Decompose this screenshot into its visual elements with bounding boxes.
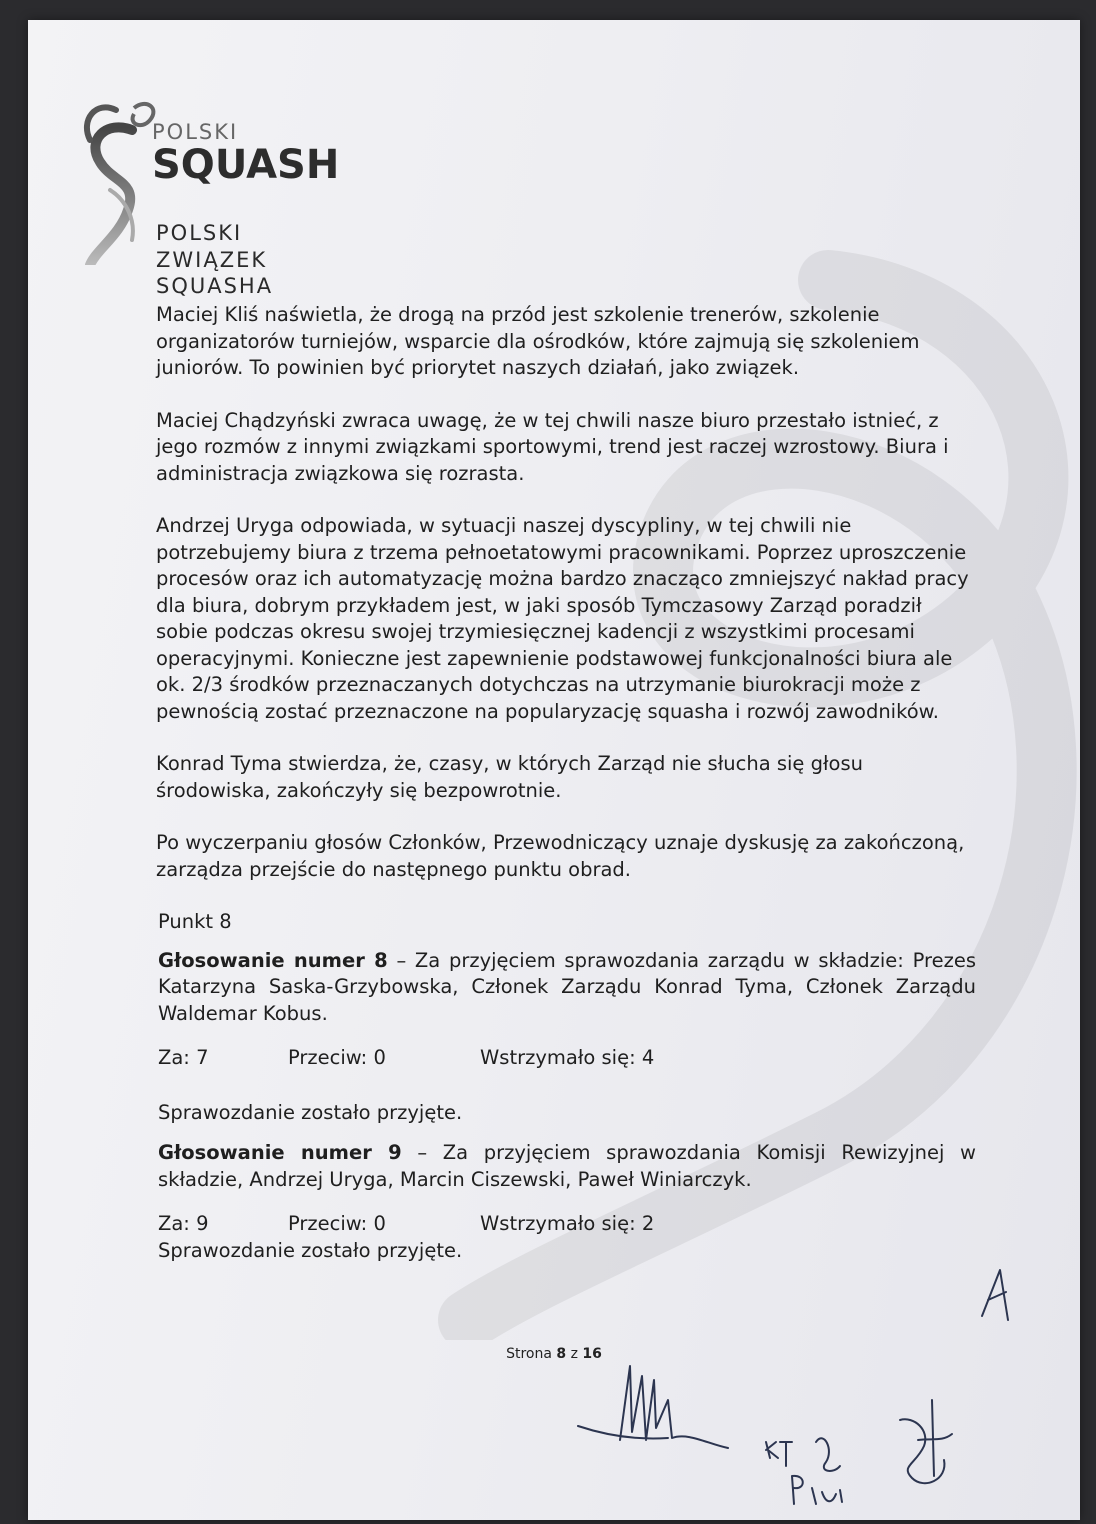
org-name-line-1: POLSKI [156, 221, 243, 245]
vote-9-label: Głosowanie numer 9 [158, 1141, 402, 1164]
vote-8-za: Za: 7 [158, 1046, 209, 1069]
right-signature [900, 1400, 952, 1483]
vote-9-description [158, 1140, 976, 1193]
vote-8-przeciw: Przeciw: 0 [288, 1046, 386, 1069]
vote-8-description [158, 948, 976, 1028]
page-number-prefix: Strona [506, 1346, 557, 1362]
org-name-line-3: SQUASHA [156, 274, 274, 298]
agenda-point-heading: Punkt 8 [158, 910, 232, 933]
kt-initials [766, 1442, 792, 1466]
vote-9-tally [158, 1211, 976, 1238]
vote-8-label: Głosowanie numer 8 [158, 948, 388, 972]
org-name-line-2: ZWIĄZEK [156, 247, 268, 272]
organization-name [156, 220, 273, 300]
vote-9-text: – Za przyjęciem sprawozdania Komisji Rewizyjnej w składzie, Andrzej Uryga, Marcin Ciszewski, Paweł Winiarczyk. [158, 1141, 976, 1191]
vote-8-text: – Za przyjęciem sprawozdania zarządu w składzie: Prezes Katarzyna Saska-Grzybowska, Członek Zarządu Konrad Tyma, Członek Zarządu Waldemar Kobus. [158, 948, 976, 1025]
paragraph-tyma: Konrad Tyma stwierdza, że, czasy, w których Zarząd nie słucha się głosu środowiska, zakończyły się bezpowrotnie. [156, 752, 863, 802]
page-number-total: 16 [582, 1346, 602, 1362]
document-body [156, 302, 976, 1278]
plui-signature [792, 1476, 842, 1504]
logo-text-squash: SQUASH [152, 142, 340, 188]
vote-9-za: Za: 9 [158, 1212, 209, 1235]
document-page [28, 20, 1080, 1520]
page-number [28, 1346, 1080, 1362]
vote-9-przeciw: Przeciw: 0 [288, 1212, 386, 1235]
page-number-current: 8 [556, 1346, 567, 1362]
main-signature [578, 1366, 728, 1448]
vote-8-result: Sprawozdanie zostało przyjęte. [158, 1100, 463, 1124]
paragraph-uryga: Andrzej Uryga odpowiada, w sytuacji naszej dyscypliny, w tej chwili nie potrzebujemy biura z trzema pełnoetatowymi pracownikami. Poprzez uproszczenie procesów oraz ich automatyzację można bardzo znacząco zmniejszyć nakład pracy dla biura, dobrym przykładem jest, w jaki sposób Tymczasowy Zarząd poradził sobie podczas okresu swojej trzymiesięcznej kadencji z wszystkimi procesami operacyjnymi. Konieczne jest zapewnienie podstawowej funkcjonalności biura ale ok. 2/3 środków przeznaczanych dotychczas na utrzymanie biurokracji może z pewnością zostać przeznaczone na popularyzację squasha i rozwój zawodników. [156, 514, 969, 723]
paragraph-klis: Maciej Kliś naświetla, że drogą na przód jest szkolenie trenerów, szkolenie organizatorów turniejów, wsparcie dla ośrodków, które zajmują się szkoleniem juniorów. To powinien być priorytet naszych działań, jako związek. [156, 303, 920, 379]
paragraph-chadzynski: Maciej Chądzyński zwraca uwagę, że w tej chwili nasze biuro przestało istnieć, z jego rozmów z innymi związkami sportowymi, trend jest raczej wzrostowy. Biura i administracja związkowa się rozrasta. [156, 408, 949, 485]
page-number-separator: z [566, 1346, 583, 1362]
vote-9-result: Sprawozdanie zostało przyjęte. [158, 1238, 463, 1262]
squash-player-logo-icon [76, 90, 156, 265]
vote-9-wstrzymalo: Wstrzymało się: 2 [480, 1212, 655, 1235]
paragraph-closing: Po wyczerpaniu głosów Członków, Przewodniczący uznaje dyskusję za zakończoną, zarządza przejście do następnego punktu obrad. [156, 831, 965, 881]
vote-8-tally [158, 1045, 976, 1072]
logo-text-polski: POLSKI [152, 120, 239, 144]
vote-8-wstrzymalo: Wstrzymało się: 4 [480, 1046, 655, 1069]
